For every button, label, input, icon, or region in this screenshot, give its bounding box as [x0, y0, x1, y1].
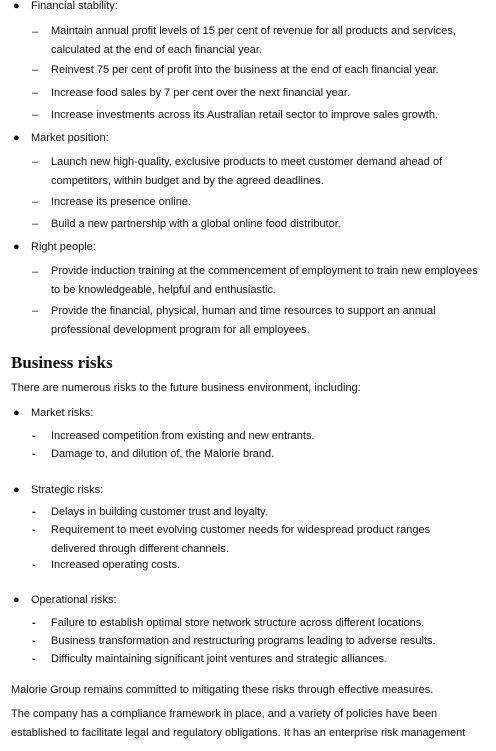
dash-icon: –: [32, 109, 39, 121]
risk-group-title: Strategic risks:: [31, 484, 104, 496]
list-item: Increase investments across its Australian retail sector to improve sales growth.: [51, 109, 438, 121]
intro-paragraph: There are numerous risks to the future business environment, including:: [11, 382, 361, 394]
bullet-icon: ●: [13, 484, 20, 496]
list-item: Launch new high-quality, exclusive products to meet customer demand ahead of competitors, within budget and by the agreed deadlines.: [51, 156, 443, 187]
section-heading: Business risks: [11, 353, 113, 372]
dash-icon: -: [32, 448, 36, 460]
bullet-icon: ●: [13, 241, 20, 253]
section-title: Financial stability:: [31, 0, 118, 12]
closing-paragraph: Malorie Group remains committed to mitigating these risks through effective measures.: [11, 684, 434, 696]
list-item: Maintain annual profit levels of 15 per cent of revenue for all products and services, calculated at the end of each financial year.: [51, 25, 456, 56]
list-item: Reinvest 75 per cent of profit into the business at the end of each financial year.: [51, 64, 439, 76]
dash-icon: –: [32, 26, 39, 38]
list-item: Provide the financial, physical, human and time resources to support an annual professional development program for all employees.: [51, 305, 436, 336]
list-item: Damage to, and dilution of, the Malorie brand.: [51, 448, 275, 460]
dash-icon: -: [32, 635, 36, 647]
list-item: Provide induction training at the commencement of employment to train new employees to be knowledgeable, helpful and enthusiastic.: [51, 265, 478, 296]
dash-icon: -: [32, 524, 36, 536]
dash-icon: –: [32, 218, 39, 230]
bullet-icon: ●: [13, 594, 20, 606]
list-item: Increased operating costs.: [51, 559, 181, 571]
dash-icon: -: [32, 559, 36, 571]
dash-icon: –: [32, 305, 39, 317]
list-item: Business transformation and restructuring programs leading to adverse results.: [51, 635, 436, 647]
list-item: Build a new partnership with a global online food distributor.: [51, 218, 341, 230]
dash-icon: -: [32, 506, 36, 518]
dash-icon: –: [32, 87, 39, 99]
dash-icon: –: [32, 266, 39, 278]
list-item: Delays in building customer trust and loyalty.: [51, 506, 268, 518]
dash-icon: –: [32, 196, 39, 208]
closing-paragraph: The company has a compliance framework in place, and a variety of policies have been established to facilitate legal and regulatory obligations. It has an enterprise risk management: [11, 708, 466, 739]
dash-icon: –: [32, 64, 39, 76]
dash-icon: -: [32, 653, 36, 665]
bullet-icon: ●: [13, 0, 20, 12]
list-item: Difficulty maintaining significant joint ventures and strategic alliances.: [51, 653, 388, 665]
dash-icon: -: [32, 617, 36, 629]
dash-icon: –: [32, 156, 39, 168]
risk-group-title: Operational risks:: [31, 594, 117, 606]
list-item: Increased competition from existing and new entrants.: [51, 430, 315, 442]
bullet-icon: ●: [13, 407, 20, 419]
list-item: Requirement to meet evolving customer needs for widespread product ranges delivered through different channels.: [51, 524, 431, 555]
section-title: Market position:: [31, 132, 109, 144]
risk-group-title: Market risks:: [31, 407, 94, 419]
list-item: Increase food sales by 7 per cent over the next financial year.: [51, 87, 351, 99]
list-item: Increase its presence online.: [51, 196, 192, 208]
bullet-icon: ●: [13, 132, 20, 144]
dash-icon: -: [32, 430, 36, 442]
section-title: Right people:: [31, 241, 96, 253]
list-item: Failure to establish optimal store network structure across different locations.: [51, 617, 425, 629]
